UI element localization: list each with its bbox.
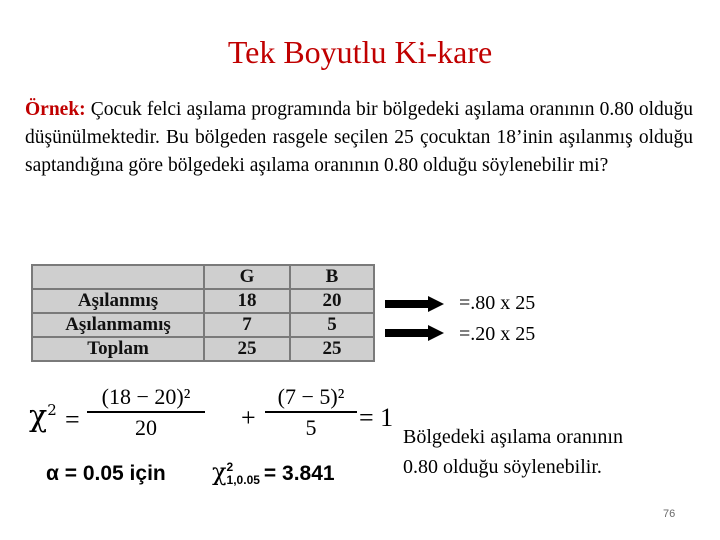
row-label: Aşılanmamış [32, 313, 204, 337]
chi-square-result: = 1 [359, 403, 394, 432]
page-title: Tek Boyutlu Ki-kare [227, 34, 493, 70]
chi-symbol: $\chi^2$ [29, 399, 57, 434]
page-number: 76 [663, 508, 676, 520]
header-cell [32, 265, 204, 289]
row-label: Toplam [32, 337, 204, 361]
example-text: Çocuk felci aşılama programında bir bölgedeki aşılama oranının 0.80 olduğu düşünülmektedir. Bu bölgeden rasgele seçilen 25 çocuktan 18’inin aşılanmış olduğu saptandığına göre bölgedeki aşılama oranının 0.80 olduğu söylenebilir mi? [25, 99, 693, 176]
table-row [32, 337, 374, 361]
chi-square-equation [29, 383, 394, 451]
table-cell: 25 [290, 337, 374, 361]
fraction-term-1: (18 − 20)² 20 [87, 383, 205, 443]
row-label: Aşılanmış [32, 289, 204, 313]
critical-value: χ2 1,0.05 = 3.841 [212, 458, 335, 488]
table-row [32, 313, 374, 337]
table-cell: 18 [204, 289, 290, 313]
expected-formula-b: =.20 x 25 [459, 323, 536, 345]
table-header-row [32, 265, 374, 289]
expected-formula-g: =.80 x 25 [459, 292, 536, 314]
table-cell: 7 [204, 313, 290, 337]
table-cell: 5 [290, 313, 374, 337]
table-row [32, 289, 374, 313]
plus-sign: + [241, 403, 256, 432]
right-arrow-icon [385, 325, 445, 341]
example-paragraph [25, 96, 693, 180]
table-cell: 25 [204, 337, 290, 361]
right-arrow-icon [385, 296, 445, 312]
header-cell: G [204, 265, 290, 289]
conclusion-text: Bölgedeki aşılama oranının 0.80 olduğu söylenebilir. [403, 426, 623, 478]
alpha-statement: α = 0.05 için [46, 462, 166, 485]
equals-sign: = [65, 405, 80, 434]
fraction-term-2: (7 − 5)² 5 [265, 383, 357, 443]
table-cell: 20 [290, 289, 374, 313]
header-cell: B [290, 265, 374, 289]
example-label: Örnek: [25, 99, 86, 120]
frequency-table [31, 264, 375, 362]
